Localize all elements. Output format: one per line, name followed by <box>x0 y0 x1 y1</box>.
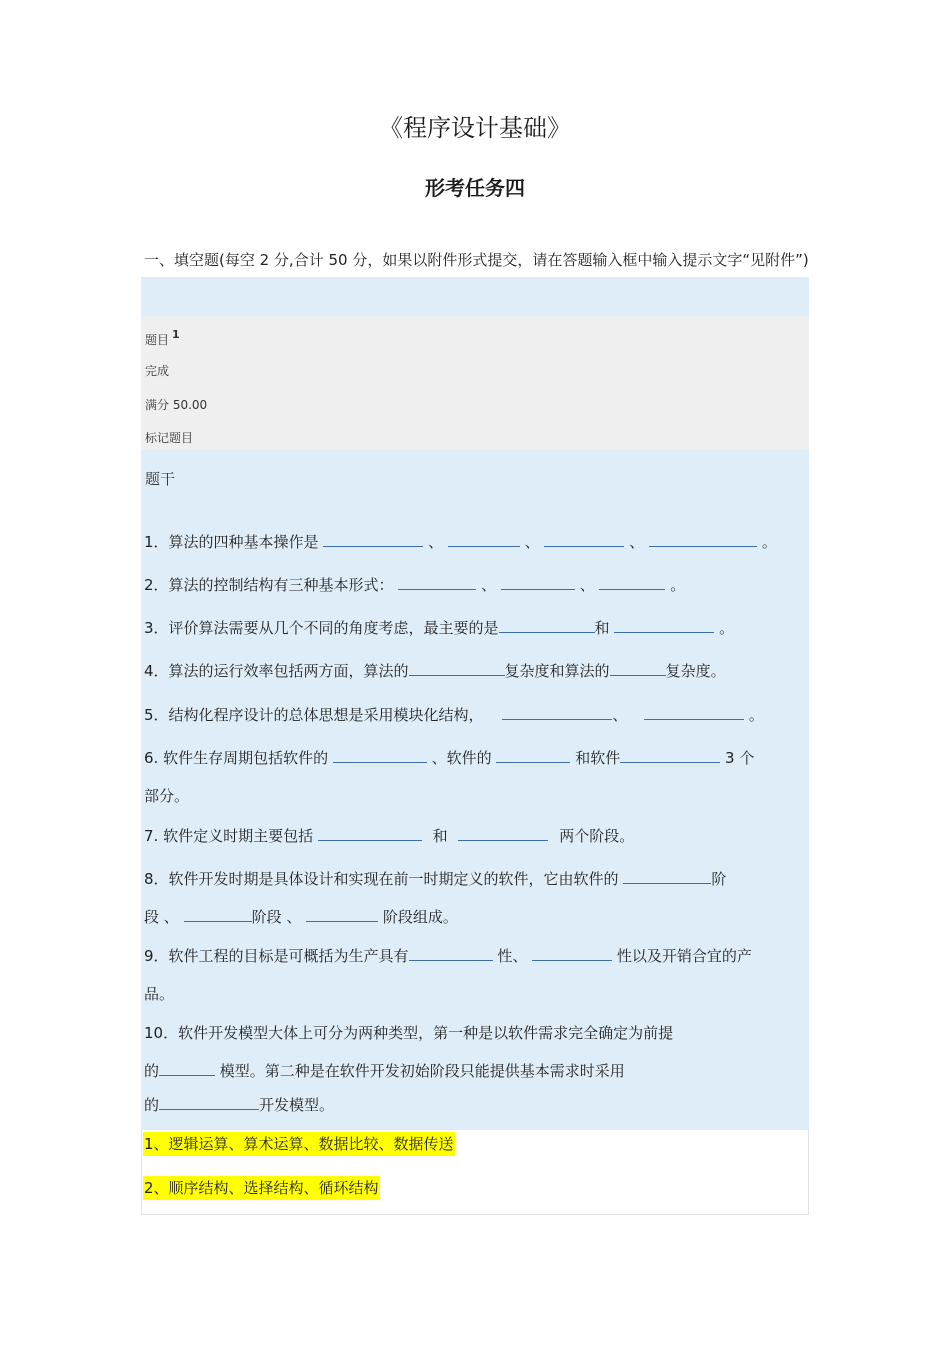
answer-blank[interactable] <box>448 532 520 547</box>
question-label: 题目 <box>145 333 170 347</box>
answer-blank[interactable] <box>409 946 493 961</box>
question-6-continued: 部分。 <box>144 787 190 805</box>
answer-blank[interactable] <box>496 748 570 763</box>
question-2: 2．算法的控制结构有三种基本形式： 、 、 。 <box>144 576 686 594</box>
answer-blank[interactable] <box>644 705 744 720</box>
flag-question-link[interactable]: 标记题目 <box>145 431 194 445</box>
answer-blank[interactable] <box>458 826 548 841</box>
heading-continuation-band <box>141 277 809 316</box>
answer-blank[interactable] <box>649 532 757 547</box>
answer-blank[interactable] <box>159 1061 215 1076</box>
answer-blank[interactable] <box>532 946 612 961</box>
stem-label: 题干 <box>145 470 176 488</box>
question-8-continued: 段 、 阶段 、 阶段组成。 <box>144 908 458 926</box>
section-heading: 一、填空题(每空 2 分,合计 50 分，如果以附件形式提交，请在答题输入框中输入提示文字“见附件”) <box>144 251 809 269</box>
question-10: 10．软件开发模型大体上可分为两种类型，第一种是以软件需求完全确定为前提 <box>144 1024 674 1042</box>
question-score: 满分 50.00 <box>145 398 208 412</box>
question-10-line-3: 的 开发模型。 <box>144 1096 335 1114</box>
answer-blank[interactable] <box>614 618 714 633</box>
answer-blank[interactable] <box>398 575 476 590</box>
document-subtitle: 形考任务四 <box>425 176 525 200</box>
answer-blank[interactable] <box>501 575 575 590</box>
answer-blank[interactable] <box>620 748 720 763</box>
answer-blank[interactable] <box>502 705 612 720</box>
answer-blank[interactable] <box>333 748 427 763</box>
question-number-line <box>145 328 180 348</box>
question-3: 3．评价算法需要从几个不同的角度考虑，最主要的是 和 。 <box>144 619 735 637</box>
question-5: 5．结构化程序设计的总体思想是采用模块化结构， 、 。 <box>144 706 764 724</box>
answer-line-1: 1、逻辑运算、算术运算、数据比较、数据传送 <box>143 1132 455 1156</box>
question-10-line-2: 的 模型。第二种是在软件开发初始阶段只能提供基本需求时采用 <box>144 1062 625 1080</box>
answer-blank[interactable] <box>599 575 665 590</box>
question-8: 8．软件开发时期是具体设计和实现在前一时期定义的软件，它由软件的 阶 <box>144 870 727 888</box>
document-title: 《程序设计基础》 <box>379 114 571 142</box>
question-9-continued: 品。 <box>144 985 175 1003</box>
question-status: 完成 <box>145 364 170 378</box>
answer-line-2: 2、顺序结构、选择结构、循环结构 <box>143 1176 380 1200</box>
question-9: 9．软件工程的目标是可概括为生产具有 性、 性以及开销合宜的产 <box>144 947 752 965</box>
question-4: 4．算法的运行效率包括两方面，算法的 复杂度和算法的 复杂度。 <box>144 662 726 680</box>
question-1: 1．算法的四种基本操作是 、 、 、 。 <box>144 533 777 551</box>
answer-blank[interactable] <box>306 907 378 922</box>
answer-blank[interactable] <box>623 869 711 884</box>
answer-blank[interactable] <box>318 826 422 841</box>
question-6: 6. 软件生存周期包括软件的 、软件的 和软件 3 个 <box>144 749 755 767</box>
answer-blank[interactable] <box>184 907 252 922</box>
answer-blank[interactable] <box>409 661 505 676</box>
answer-blank[interactable] <box>544 532 624 547</box>
question-7: 7. 软件定义时期主要包括 和 两个阶段。 <box>144 827 635 845</box>
question-info-panel <box>141 316 809 450</box>
answer-blank[interactable] <box>499 618 595 633</box>
answer-blank[interactable] <box>610 661 666 676</box>
answer-blank[interactable] <box>323 532 423 547</box>
answer-blank[interactable] <box>159 1095 259 1110</box>
question-number: 1 <box>172 328 180 341</box>
